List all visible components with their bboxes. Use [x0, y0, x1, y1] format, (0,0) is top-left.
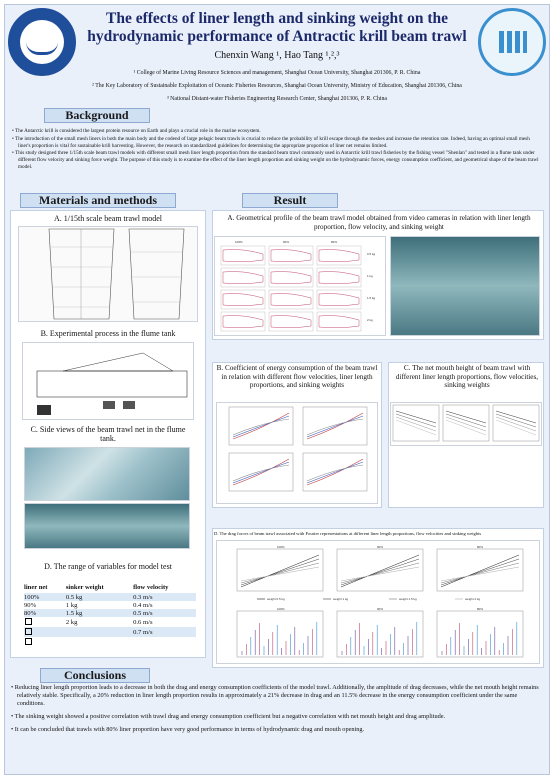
fig-a-caption: A. 1/15th scale beam trawl model — [54, 214, 162, 223]
drag-legend-entry: weight 1 kg — [333, 597, 349, 601]
poster-title: The effects of liner length and sinking weight on the hydrodynamic performance of Antractic krill beam trawl — [87, 10, 467, 45]
drag-fourier-charts — [216, 540, 540, 664]
profile-row-label: 1.5 kg — [367, 296, 376, 300]
result-d-caption: D. The drag forces of beam trawl associated with Fourier representations at different liner length proportions, flow velocities and sinking weights — [214, 531, 482, 536]
drag-legend-entry: weight 1.5 kg — [399, 597, 417, 601]
profile-curve — [319, 250, 359, 262]
flume-tank-diagram — [22, 342, 194, 420]
university-logo-icon — [8, 8, 76, 76]
table-row: 90% 1 kg 0.4 m/s — [24, 601, 153, 609]
side-view-photo-1 — [24, 447, 190, 501]
profile-col-label: 90% — [283, 240, 290, 244]
background-item: • This study designed three 1/15th scale beam trawl models with different small mesh liner length proportion from the standard beam trawl commonly used in Antarctic krill trawl fisheries by the fishing vessel "Shenlan" and tested in a flume tank under different flow velocity and sinking force weight. The purpose of this study is to examine the effect of the liner length proportion and sinking weight on the hydrodynamic forces, energy consumption coefficient, and geometrical shape of the beam trawl model. — [12, 150, 539, 170]
table-row — [24, 637, 196, 647]
conclusion-item: • Reducing liner length proportion leads to a decrease in both the drag and energy consumption coefficients of the model trawl. Additionally, the amplitude of drag decreases, while the net mouth height remains relatively stable. Specifically, a 20% reduction in liner length proportion results in approximately a 21% decrease in drag and an 11.5% decrease in the energy consumption coefficient under the same conditions. — [11, 684, 539, 707]
profile-curve — [223, 294, 263, 306]
conclusions-text — [10, 684, 544, 739]
table-header: sinker weight — [65, 584, 104, 591]
table-row: 100% 0.5 kg 0.3 m/s — [24, 593, 196, 601]
conclusion-item: • It can be concluded that trawls with 80% liner proportion have very good performance in terms of hydrodynamic drag and mouth opening. — [11, 726, 365, 733]
profile-row-label: 0.5 kg — [367, 252, 376, 256]
profile-curve — [223, 316, 263, 328]
affiliation-2: ² The Key Laboratory of Sustainable Exploitation of Oceanic Fisheries Resources, Shanghai Ocean University, Ministry of Education, Shanghai 201306, China — [92, 83, 462, 89]
profile-photo-stack — [390, 236, 540, 336]
conclusion-item: • The sinking weight showed a positive correlation with trawl drag and energy consumption coefficient but a negative correlation with net mouth height and drag amplitude. — [11, 713, 446, 720]
profile-curve — [271, 272, 311, 284]
profile-curve — [223, 272, 263, 284]
variables-table — [24, 584, 196, 647]
profile-curve — [271, 250, 311, 262]
background-item: • The introduction of the small mesh liners in both the main body and the codend of large pelagic beam trawls is crucial to reduce the probability of krill escape through the meshes and increase the retention rate. Indeed, having an optimal small mesh liner's proportion is vital for sustainable krill harvesting. However, the research on standardized guidelines for determining the appropriate proportion of liner net remains limited. — [12, 135, 530, 149]
profile-col-label: 100% — [235, 240, 243, 244]
drag-legend-entry: weight 0.5 kg — [267, 597, 285, 601]
materials-heading: Materials and methods — [20, 193, 176, 208]
fourier-col-label: 80% — [477, 607, 484, 611]
profile-curve — [319, 272, 359, 284]
result-heading: Result — [242, 193, 338, 208]
conclusions-heading: Conclusions — [40, 668, 150, 683]
fig-b-caption: B. Experimental process in the flume tank — [40, 329, 176, 338]
table-header: flow velocity — [133, 584, 169, 591]
drag-col-label: 80% — [477, 545, 484, 549]
fig-d-caption: D. The range of variables for model test — [44, 562, 172, 571]
geometric-profile-grid — [214, 236, 386, 336]
profile-curve — [223, 250, 263, 262]
result-c-caption: C. The net mouth height of beam trawl with different liner length proportions, flow velocities, sinking weights — [395, 364, 539, 389]
checkbox-icon — [25, 618, 32, 625]
drag-col-label: 100% — [277, 545, 285, 549]
result-a-caption: A. Geometrical profile of the beam trawl model obtained from video cameras in relation with liner length proportion, flow velocity, and sinking weight — [227, 214, 531, 231]
background-text — [10, 128, 542, 172]
result-b-caption: B. Coefficient of energy consumption of the beam trawl in relation with different flow velocities, liner length proportions, and sinking weights — [216, 364, 378, 389]
profile-curve — [271, 294, 311, 306]
table-row: 80% 1.5 kg 0.5 m/s — [24, 609, 196, 617]
profile-row-label: 1 kg — [367, 274, 373, 278]
affiliation-3: ³ National Distant-water Fisheries Engineering Research Center, Shanghai 201306, P. R. China — [167, 96, 387, 102]
fourier-col-label: 100% — [277, 607, 285, 611]
trawl-model-drawing — [18, 226, 198, 322]
fourier-col-label: 90% — [377, 607, 384, 611]
background-heading: Background — [44, 108, 150, 123]
drag-legend-entry: weight 2 kg — [465, 597, 481, 601]
affiliation-1: ¹ College of Marine Living Resource Sciences and management, Shanghai Ocean University, Shanghai 201306, P. R. China — [133, 70, 421, 76]
authors: Chenxin Wang ¹, Hao Tang ¹,²,³ — [214, 50, 340, 61]
drag-col-label: 90% — [377, 545, 384, 549]
table-header: liner net — [24, 584, 48, 591]
profile-curve — [319, 316, 359, 328]
table-row: 0.7 m/s — [24, 627, 196, 637]
fig-c-caption: C. Side views of the beam trawl net in the flume tank. — [30, 425, 186, 443]
lab-logo-icon — [478, 8, 546, 76]
checkbox-icon — [25, 638, 32, 645]
mouth-height-charts — [390, 402, 542, 446]
side-view-photo-2 — [24, 503, 190, 549]
energy-coefficient-charts — [216, 402, 378, 504]
profile-curve — [319, 294, 359, 306]
table-row: 2 kg 0.6 m/s — [24, 617, 196, 627]
profile-row-label: 2 kg — [367, 318, 373, 322]
background-item: • The Antarctic krill is considered the largest protein resource on Earth and plays a crucial role in the marine ecosystem. — [12, 128, 261, 134]
profile-curve — [271, 316, 311, 328]
profile-col-label: 80% — [331, 240, 338, 244]
checkbox-icon — [25, 628, 32, 635]
